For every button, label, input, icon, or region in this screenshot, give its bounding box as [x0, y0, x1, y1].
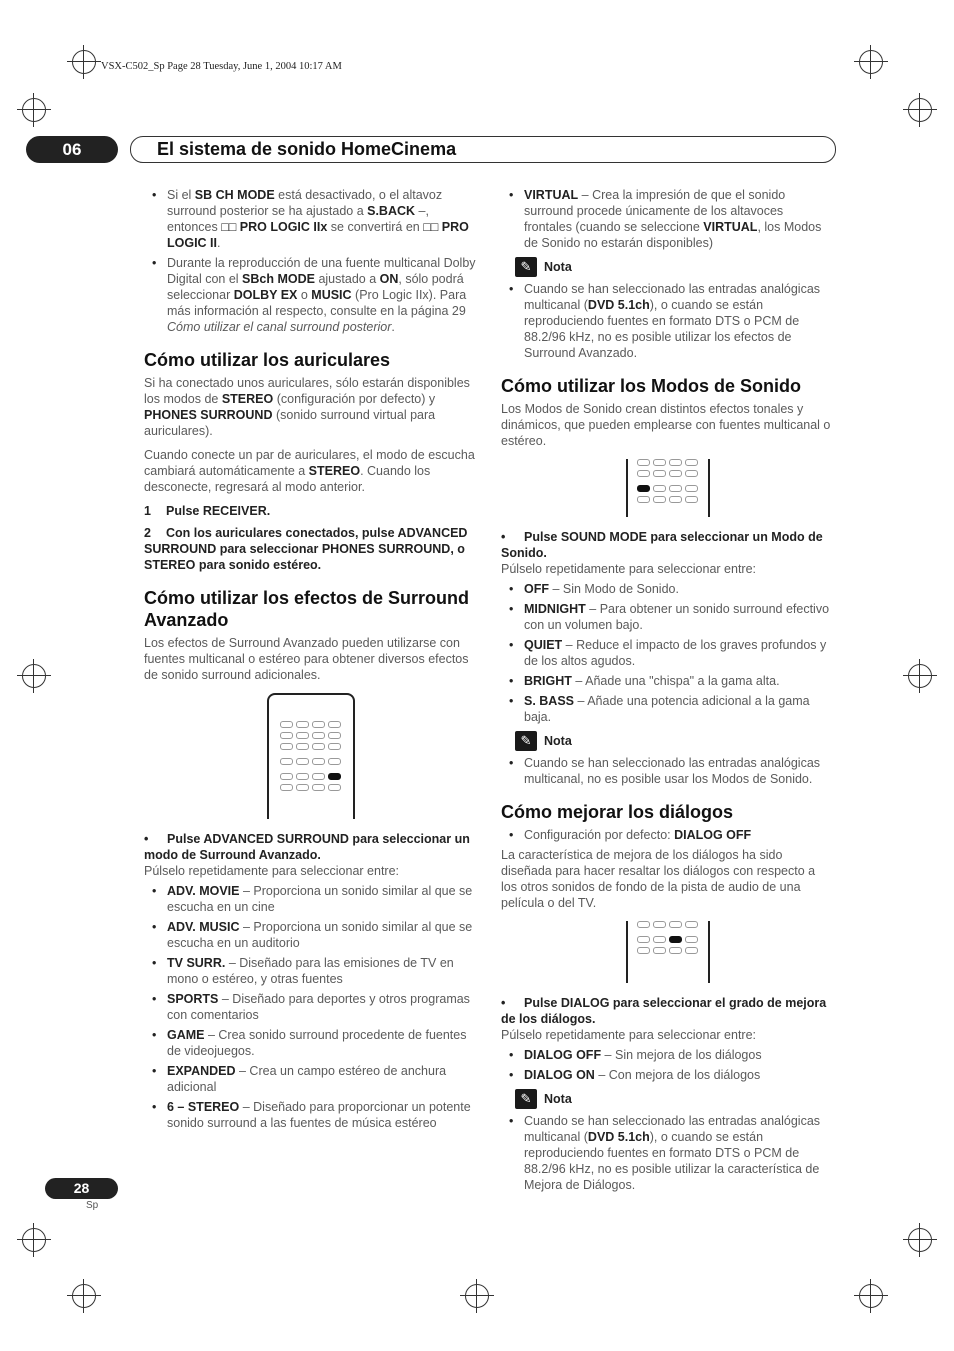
- note-header: [515, 257, 834, 277]
- paragraph: Cuando conecte un par de auriculares, el modo de escucha cambiará automáticamente a STEREO. Cuando los desconecte, regresará al modo anterior.: [144, 448, 475, 494]
- sound-mode-list: [501, 581, 834, 725]
- remote-control-illustration: [626, 921, 710, 983]
- paragraph: Los Modos de Sonido crean distintos efectos tonales y dinámicos, que pueden emplearse con fuentes multicanal o estéreo.: [501, 402, 831, 448]
- bullet-step: • Pulse ADVANCED SURROUND para seleccionar un modo de Surround Avanzado.: [144, 832, 470, 862]
- paragraph: La característica de mejora de los diálogos ha sido diseñada para hacer resaltar los diálogos con respecto a los otros sonidos de fondo de la pista de audio de una película o del TV.: [501, 848, 816, 910]
- pencil-icon: ✎: [515, 731, 537, 751]
- registration-mark-icon: [908, 664, 932, 688]
- registration-mark-icon: [908, 98, 932, 122]
- list-item: • DIALOG OFF – Sin mejora de los diálogos: [524, 1047, 834, 1063]
- paragraph: Púlselo repetidamente para seleccionar entre:: [501, 1028, 757, 1042]
- pencil-icon: ✎: [515, 1089, 537, 1109]
- list-item: • DIALOG ON – Con mejora de los diálogos: [524, 1067, 834, 1083]
- chapter-title: El sistema de sonido HomeCinema: [157, 139, 457, 159]
- section-heading-advanced-surround: Cómo utilizar los efectos de Surround Avanzado: [144, 588, 470, 630]
- note-label: Nota: [544, 260, 572, 274]
- list-item: • QUIET – Reduce el impacto de los graves profundos y de los altos agudos.: [524, 637, 834, 669]
- pencil-icon: ✎: [515, 257, 537, 277]
- right-column: [501, 187, 834, 1197]
- list-item: • MIDNIGHT – Para obtener un sonido surround efectivo con un volumen bajo.: [524, 601, 834, 633]
- registration-mark-icon: [859, 1284, 883, 1308]
- paragraph: Si ha conectado unos auriculares, sólo estarán disponibles los modos de STEREO (configuración por defecto) y PHONES SURROUND (sonido surround virtual para auriculares).: [144, 376, 470, 438]
- registration-mark-icon: [22, 664, 46, 688]
- registration-mark-icon: [22, 1228, 46, 1252]
- left-column: [144, 187, 477, 1135]
- note-label: Nota: [544, 734, 572, 748]
- section-heading-sound-modes: Cómo utilizar los Modos de Sonido: [501, 376, 801, 396]
- remote-control-illustration: [626, 459, 710, 517]
- paragraph: Púlselo repetidamente para seleccionar entre:: [501, 562, 757, 576]
- note-header: [515, 731, 834, 751]
- advanced-surround-button-icon: [328, 773, 341, 780]
- virtual-list: [501, 187, 834, 251]
- dialog-mode-list: [501, 1047, 834, 1083]
- section-heading-dialog: Cómo mejorar los diálogos: [501, 802, 734, 822]
- registration-mark-icon: [465, 1284, 489, 1308]
- list-item: • Cuando se han seleccionado las entradas analógicas multicanal (DVD 5.1ch), o cuando se están reproduciendo fuentes en formato DTS o PCM de 88.2/96 kHz, no es posible utilizar la característica de Mejora de Diálogos.: [524, 1113, 834, 1193]
- list-item: • 6 – STEREO – Diseñado para proporcionar un potente sonido surround a las fuentes de música estéreo: [167, 1099, 477, 1131]
- list-item: • EXPANDED – Crea un campo estéreo de anchura adicional: [167, 1063, 477, 1095]
- registration-mark-icon: [859, 50, 883, 74]
- list-item: • BRIGHT – Añade una "chispa" a la gama alta.: [524, 673, 834, 689]
- left-bullet-list: [144, 187, 477, 335]
- advanced-surround-mode-list: [144, 883, 477, 1131]
- paragraph: Los efectos de Surround Avanzado pueden utilizarse con fuentes multicanal o estéreo para obtener diversos efectos de sonido surround adicionales.: [144, 636, 469, 682]
- note-list: [501, 281, 834, 361]
- registration-mark-icon: [908, 1228, 932, 1252]
- page-number: 28: [45, 1178, 118, 1199]
- default-setting-list: [501, 827, 834, 843]
- note-label: Nota: [544, 1092, 572, 1106]
- list-item: • Durante la reproducción de una fuente multicanal Dolby Digital con el SBch MODE ajustado a ON, sólo podrá seleccionar DOLBY EX o MUSIC (Pro Logic IIx). Para más información al respecto, consulte en la página 29 Cómo utilizar el canal surround posterior.: [167, 255, 477, 335]
- sound-mode-button-icon: [637, 485, 650, 492]
- list-item: • Cuando se han seleccionado las entradas analógicas multicanal, no es posible usar los Modos de Sonido.: [524, 755, 834, 787]
- section-heading-headphones: Cómo utilizar los auriculares: [144, 350, 391, 370]
- note-list: [501, 1113, 834, 1193]
- list-item: • ADV. MOVIE – Proporciona un sonido similar al que se escucha en un cine: [167, 883, 477, 915]
- chapter-number: 06: [26, 136, 118, 163]
- list-item: • OFF – Sin Modo de Sonido.: [524, 581, 834, 597]
- note-list: [501, 755, 834, 787]
- registration-mark-icon: [22, 98, 46, 122]
- list-item: • VIRTUAL – Crea la impresión de que el sonido surround procede únicamente de los altavoces frontales (cuando se seleccione VIRTUAL, los Modos de Sonido no estarán disponibles): [524, 187, 834, 251]
- registration-mark-icon: [72, 50, 96, 74]
- note-header: [515, 1089, 834, 1109]
- registration-mark-icon: [72, 1284, 96, 1308]
- list-item: • S. BASS – Añade una potencia adicional a la gama baja.: [524, 693, 834, 725]
- list-item: • Si el SB CH MODE está desactivado, o el altavoz surround posterior se ha ajustado a S.BACK –, entonces □□ PRO LOGIC IIx se convertirá en □□ PRO LOGIC II.: [167, 187, 477, 251]
- list-item: • Configuración por defecto: DIALOG OFF: [524, 827, 834, 843]
- list-item: • ADV. MUSIC – Proporciona un sonido similar al que se escucha en un auditorio: [167, 919, 477, 951]
- dialog-button-icon: [669, 936, 682, 943]
- print-header: VSX-C502_Sp Page 28 Tuesday, June 1, 2004 10:17 AM: [101, 61, 342, 72]
- list-item: • Cuando se han seleccionado las entradas analógicas multicanal (DVD 5.1ch), o cuando se están reproduciendo fuentes en formato DTS o PCM de 88.2/96 kHz, no es posible utilizar los efectos de Surround Avanzado.: [524, 281, 834, 361]
- list-item: • GAME – Crea sonido surround procedente de fuentes de videojuegos.: [167, 1027, 477, 1059]
- page-language: Sp: [86, 1200, 99, 1211]
- list-item: • TV SURR. – Diseñado para las emisiones de TV en mono o estéreo, y otras fuentes: [167, 955, 477, 987]
- bullet-step: • Pulse DIALOG para seleccionar el grado de mejora de los diálogos.: [501, 996, 827, 1026]
- paragraph: Púlselo repetidamente para seleccionar entre:: [144, 864, 400, 878]
- list-item: • SPORTS – Diseñado para deportes y otros programas con comentarios: [167, 991, 477, 1023]
- step-2: 2 Con los auriculares conectados, pulse ADVANCED SURROUND para seleccionar PHONES SURROUND, o STEREO para sonido estéreo.: [144, 526, 468, 572]
- step-1: 1 Pulse RECEIVER.: [144, 504, 271, 518]
- remote-control-illustration: [267, 693, 355, 819]
- bullet-step: • Pulse SOUND MODE para seleccionar un Modo de Sonido.: [501, 530, 823, 560]
